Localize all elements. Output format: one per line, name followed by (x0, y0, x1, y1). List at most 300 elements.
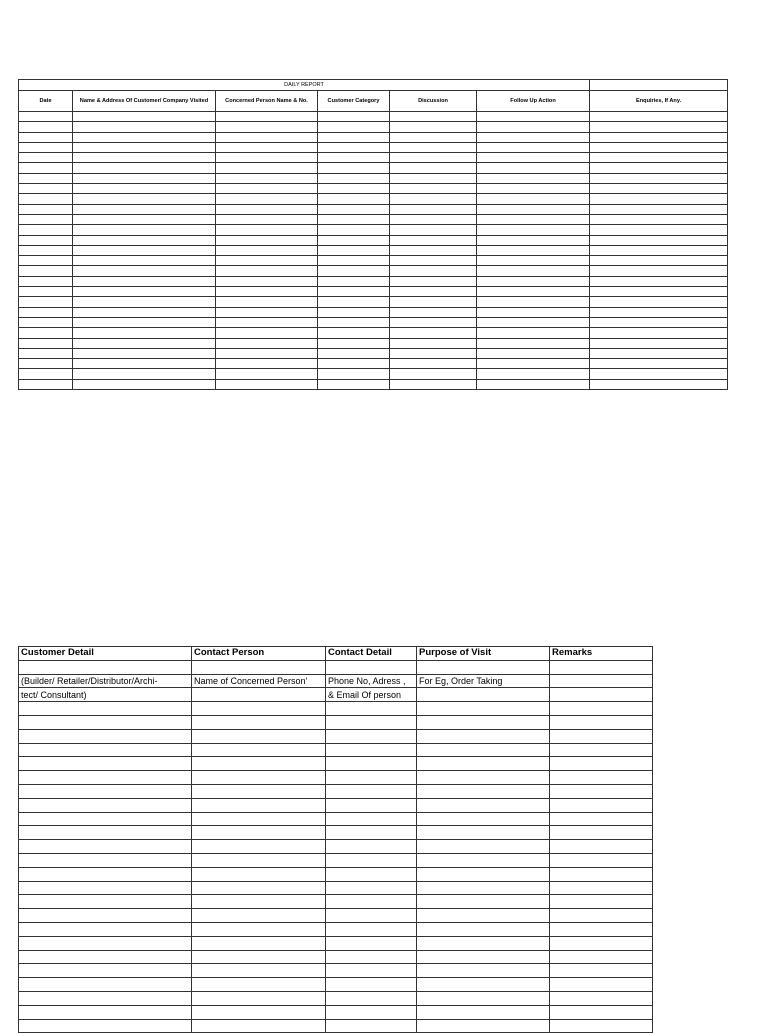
table-cell[interactable] (318, 204, 390, 214)
table-cell[interactable] (19, 142, 73, 152)
table-cell[interactable] (477, 184, 590, 194)
table-cell[interactable] (390, 328, 477, 338)
table-cell[interactable] (19, 307, 73, 317)
table-cell[interactable] (417, 964, 550, 978)
table-cell[interactable] (19, 840, 192, 854)
table-cell[interactable] (318, 225, 390, 235)
table-cell[interactable] (318, 328, 390, 338)
table-cell[interactable] (19, 338, 73, 348)
table-cell[interactable] (390, 276, 477, 286)
table-cell[interactable] (73, 225, 216, 235)
table-cell[interactable] (477, 317, 590, 327)
table-cell[interactable] (477, 245, 590, 255)
table-cell[interactable] (550, 715, 653, 729)
table-cell[interactable] (326, 743, 417, 757)
table-cell[interactable] (73, 256, 216, 266)
table-cell[interactable] (326, 909, 417, 923)
table-cell[interactable] (216, 348, 318, 358)
table-cell[interactable] (192, 826, 326, 840)
table-cell[interactable] (477, 359, 590, 369)
table-cell[interactable] (216, 338, 318, 348)
table-cell[interactable] (550, 881, 653, 895)
table-cell[interactable] (73, 184, 216, 194)
table-cell[interactable] (73, 235, 216, 245)
table-cell[interactable] (417, 757, 550, 771)
table-cell[interactable] (192, 1005, 326, 1019)
table-cell[interactable] (19, 225, 73, 235)
table-cell[interactable] (477, 369, 590, 379)
table-cell[interactable] (550, 853, 653, 867)
table-cell[interactable] (73, 214, 216, 224)
table-cell[interactable] (318, 112, 390, 122)
table-cell[interactable] (417, 909, 550, 923)
table-cell[interactable] (192, 798, 326, 812)
table-cell[interactable] (477, 287, 590, 297)
table-cell[interactable] (216, 235, 318, 245)
table-cell[interactable] (19, 297, 73, 307)
table-cell[interactable] (318, 214, 390, 224)
table-cell[interactable] (326, 964, 417, 978)
table-cell[interactable] (477, 225, 590, 235)
table-cell[interactable] (19, 853, 192, 867)
table-cell[interactable] (417, 1019, 550, 1033)
table-cell[interactable] (318, 163, 390, 173)
table-cell[interactable] (19, 132, 73, 142)
table-cell[interactable] (73, 142, 216, 152)
table-cell[interactable] (550, 812, 653, 826)
table-cell[interactable] (216, 245, 318, 255)
table-cell[interactable] (216, 173, 318, 183)
table-cell[interactable] (216, 276, 318, 286)
table-cell[interactable] (550, 1019, 653, 1033)
table-cell[interactable] (318, 122, 390, 132)
table-cell[interactable] (417, 826, 550, 840)
table-cell[interactable] (550, 978, 653, 992)
table-cell[interactable] (216, 142, 318, 152)
table-cell[interactable] (192, 853, 326, 867)
table-cell[interactable] (216, 328, 318, 338)
table-cell[interactable] (326, 922, 417, 936)
table-cell[interactable] (192, 991, 326, 1005)
table-cell[interactable] (192, 895, 326, 909)
table-cell[interactable] (390, 297, 477, 307)
table-cell[interactable] (550, 964, 653, 978)
table-cell[interactable] (192, 812, 326, 826)
table-cell[interactable] (192, 909, 326, 923)
table-cell[interactable] (417, 743, 550, 757)
table-cell[interactable] (73, 122, 216, 132)
table-cell[interactable] (19, 771, 192, 785)
table-cell[interactable] (417, 715, 550, 729)
table-cell[interactable] (192, 964, 326, 978)
table-cell[interactable] (192, 660, 326, 674)
table-cell[interactable] (318, 338, 390, 348)
table-cell[interactable] (192, 936, 326, 950)
table-cell[interactable] (390, 287, 477, 297)
table-cell[interactable] (216, 359, 318, 369)
table-cell[interactable] (19, 978, 192, 992)
table-cell[interactable] (216, 132, 318, 142)
table-cell[interactable] (19, 184, 73, 194)
table-cell[interactable] (390, 112, 477, 122)
table-cell[interactable] (390, 235, 477, 245)
table-cell[interactable] (19, 348, 73, 358)
table-cell[interactable] (550, 771, 653, 785)
table-cell[interactable] (390, 338, 477, 348)
table-cell[interactable] (390, 204, 477, 214)
table-cell[interactable] (326, 978, 417, 992)
table-cell[interactable] (192, 743, 326, 757)
table-cell[interactable] (417, 702, 550, 716)
table-cell[interactable] (19, 784, 192, 798)
table-cell[interactable] (326, 853, 417, 867)
table-cell[interactable] (19, 1005, 192, 1019)
table-cell[interactable] (318, 194, 390, 204)
table-cell[interactable] (19, 163, 73, 173)
table-cell[interactable] (590, 287, 728, 297)
table-cell[interactable] (417, 978, 550, 992)
table-cell[interactable] (590, 297, 728, 307)
table-cell[interactable] (390, 317, 477, 327)
table-cell[interactable] (477, 173, 590, 183)
table-cell[interactable] (19, 660, 192, 674)
table-cell[interactable] (19, 1019, 192, 1033)
table-cell[interactable] (326, 784, 417, 798)
table-cell[interactable] (318, 348, 390, 358)
table-cell[interactable] (318, 307, 390, 317)
table-cell[interactable] (477, 348, 590, 358)
table-cell[interactable] (19, 256, 73, 266)
table-cell[interactable] (417, 660, 550, 674)
table-cell[interactable] (216, 256, 318, 266)
table-cell[interactable] (590, 204, 728, 214)
table-cell[interactable] (390, 194, 477, 204)
table-cell[interactable] (73, 307, 216, 317)
table-cell[interactable] (19, 204, 73, 214)
table-cell[interactable] (73, 338, 216, 348)
table-cell[interactable] (19, 964, 192, 978)
table-cell[interactable] (326, 867, 417, 881)
table-cell[interactable] (73, 112, 216, 122)
table-cell[interactable] (590, 112, 728, 122)
table-cell[interactable] (326, 1019, 417, 1033)
table-cell[interactable] (417, 771, 550, 785)
table-cell[interactable] (216, 214, 318, 224)
table-cell[interactable] (73, 194, 216, 204)
table-cell[interactable] (590, 369, 728, 379)
table-cell[interactable] (19, 235, 73, 245)
table-cell[interactable] (19, 266, 73, 276)
table-cell[interactable] (318, 142, 390, 152)
table-cell[interactable] (590, 153, 728, 163)
table-cell[interactable] (477, 297, 590, 307)
table-cell[interactable] (390, 266, 477, 276)
table-cell[interactable] (390, 359, 477, 369)
table-cell[interactable] (19, 173, 73, 183)
table-cell[interactable] (318, 245, 390, 255)
table-cell[interactable] (19, 379, 73, 389)
table-cell[interactable] (73, 132, 216, 142)
table-cell[interactable] (216, 163, 318, 173)
table-cell[interactable] (73, 276, 216, 286)
table-cell[interactable] (216, 307, 318, 317)
table-cell[interactable] (590, 338, 728, 348)
table-cell[interactable] (19, 798, 192, 812)
table-cell[interactable] (417, 853, 550, 867)
table-cell[interactable] (216, 297, 318, 307)
table-cell[interactable] (477, 204, 590, 214)
table-cell[interactable] (550, 895, 653, 909)
table-cell[interactable] (326, 826, 417, 840)
table-cell[interactable] (590, 307, 728, 317)
table-cell[interactable] (73, 153, 216, 163)
table-cell[interactable] (318, 276, 390, 286)
table-cell[interactable] (326, 812, 417, 826)
table-cell[interactable] (318, 266, 390, 276)
table-cell[interactable] (318, 379, 390, 389)
table-cell[interactable] (73, 317, 216, 327)
table-cell[interactable] (417, 936, 550, 950)
table-cell[interactable] (590, 328, 728, 338)
table-cell[interactable] (73, 379, 216, 389)
table-cell[interactable] (192, 702, 326, 716)
table-cell[interactable] (390, 369, 477, 379)
table-cell[interactable] (477, 307, 590, 317)
table-cell[interactable] (417, 1005, 550, 1019)
table-cell[interactable] (550, 826, 653, 840)
table-cell[interactable] (326, 771, 417, 785)
table-cell[interactable] (73, 266, 216, 276)
table-cell[interactable] (417, 798, 550, 812)
table-cell[interactable] (19, 895, 192, 909)
table-cell[interactable] (477, 256, 590, 266)
table-cell[interactable] (477, 163, 590, 173)
table-cell[interactable] (477, 214, 590, 224)
table-cell[interactable] (192, 950, 326, 964)
table-cell[interactable] (318, 369, 390, 379)
table-cell[interactable] (19, 369, 73, 379)
table-cell[interactable] (192, 978, 326, 992)
table-cell[interactable] (318, 235, 390, 245)
table-cell[interactable] (19, 359, 73, 369)
table-cell[interactable] (550, 922, 653, 936)
table-cell[interactable] (590, 359, 728, 369)
table-cell[interactable] (550, 798, 653, 812)
table-cell[interactable] (318, 256, 390, 266)
table-cell[interactable] (19, 991, 192, 1005)
table-cell[interactable] (550, 729, 653, 743)
table-cell[interactable] (550, 757, 653, 771)
table-cell[interactable] (417, 729, 550, 743)
table-cell[interactable] (326, 660, 417, 674)
table-cell[interactable] (19, 122, 73, 132)
table-cell[interactable] (590, 132, 728, 142)
table-cell[interactable] (590, 225, 728, 235)
table-cell[interactable] (192, 715, 326, 729)
table-cell[interactable] (216, 266, 318, 276)
table-cell[interactable] (390, 379, 477, 389)
table-cell[interactable] (390, 348, 477, 358)
table-cell[interactable] (326, 991, 417, 1005)
table-cell[interactable] (192, 771, 326, 785)
table-cell[interactable] (318, 173, 390, 183)
table-cell[interactable] (550, 1005, 653, 1019)
table-cell[interactable] (390, 122, 477, 132)
table-cell[interactable] (590, 266, 728, 276)
table-cell[interactable] (192, 922, 326, 936)
table-cell[interactable] (326, 881, 417, 895)
table-cell[interactable] (73, 348, 216, 358)
table-cell[interactable] (590, 142, 728, 152)
table-cell[interactable] (192, 840, 326, 854)
table-cell[interactable] (192, 784, 326, 798)
table-cell[interactable] (417, 922, 550, 936)
table-cell[interactable] (19, 153, 73, 163)
table-cell[interactable] (390, 307, 477, 317)
table-cell[interactable] (550, 743, 653, 757)
table-cell[interactable] (590, 173, 728, 183)
table-cell[interactable] (417, 784, 550, 798)
table-cell[interactable] (326, 840, 417, 854)
table-cell[interactable] (73, 173, 216, 183)
table-cell[interactable] (590, 317, 728, 327)
table-cell[interactable] (19, 950, 192, 964)
table-cell[interactable] (19, 214, 73, 224)
table-cell[interactable] (19, 317, 73, 327)
table-cell[interactable] (19, 194, 73, 204)
table-cell[interactable] (19, 922, 192, 936)
table-cell[interactable] (477, 276, 590, 286)
table-cell[interactable] (326, 715, 417, 729)
table-cell[interactable] (318, 184, 390, 194)
table-cell[interactable] (590, 235, 728, 245)
table-cell[interactable] (590, 184, 728, 194)
table-cell[interactable] (550, 909, 653, 923)
table-cell[interactable] (19, 881, 192, 895)
table-cell[interactable] (216, 287, 318, 297)
table-cell[interactable] (192, 1019, 326, 1033)
table-cell[interactable] (192, 757, 326, 771)
table-cell[interactable] (216, 369, 318, 379)
table-cell[interactable] (19, 729, 192, 743)
table-cell[interactable] (192, 867, 326, 881)
table-cell[interactable] (19, 245, 73, 255)
table-cell[interactable] (216, 379, 318, 389)
table-cell[interactable] (216, 153, 318, 163)
table-cell[interactable] (318, 132, 390, 142)
table-cell[interactable] (417, 950, 550, 964)
table-cell[interactable] (326, 895, 417, 909)
table-cell[interactable] (550, 991, 653, 1005)
table-cell[interactable] (417, 881, 550, 895)
table-cell[interactable] (318, 153, 390, 163)
table-cell[interactable] (550, 702, 653, 716)
table-cell[interactable] (326, 950, 417, 964)
table-cell[interactable] (73, 359, 216, 369)
table-cell[interactable] (216, 225, 318, 235)
table-cell[interactable] (19, 702, 192, 716)
table-cell[interactable] (477, 122, 590, 132)
table-cell[interactable] (590, 245, 728, 255)
table-cell[interactable] (318, 359, 390, 369)
table-cell[interactable] (590, 276, 728, 286)
table-cell[interactable] (477, 338, 590, 348)
table-cell[interactable] (390, 256, 477, 266)
table-cell[interactable] (390, 173, 477, 183)
table-cell[interactable] (550, 936, 653, 950)
table-cell[interactable] (477, 194, 590, 204)
table-cell[interactable] (590, 214, 728, 224)
table-cell[interactable] (390, 142, 477, 152)
table-cell[interactable] (390, 214, 477, 224)
table-cell[interactable] (19, 715, 192, 729)
table-cell[interactable] (590, 194, 728, 204)
table-cell[interactable] (326, 798, 417, 812)
table-cell[interactable] (216, 317, 318, 327)
table-cell[interactable] (550, 840, 653, 854)
table-cell[interactable] (326, 936, 417, 950)
table-cell[interactable] (417, 812, 550, 826)
table-cell[interactable] (390, 163, 477, 173)
table-cell[interactable] (19, 936, 192, 950)
table-cell[interactable] (390, 153, 477, 163)
table-cell[interactable] (477, 132, 590, 142)
table-cell[interactable] (192, 881, 326, 895)
table-cell[interactable] (19, 112, 73, 122)
table-cell[interactable] (417, 840, 550, 854)
table-cell[interactable] (19, 826, 192, 840)
table-cell[interactable] (590, 122, 728, 132)
table-cell[interactable] (19, 743, 192, 757)
table-cell[interactable] (550, 784, 653, 798)
table-cell[interactable] (477, 142, 590, 152)
table-cell[interactable] (550, 950, 653, 964)
table-cell[interactable] (73, 163, 216, 173)
table-cell[interactable] (417, 867, 550, 881)
table-cell[interactable] (590, 348, 728, 358)
table-cell[interactable] (19, 276, 73, 286)
table-cell[interactable] (477, 328, 590, 338)
table-cell[interactable] (477, 153, 590, 163)
table-cell[interactable] (477, 266, 590, 276)
table-cell[interactable] (73, 245, 216, 255)
table-cell[interactable] (326, 757, 417, 771)
table-cell[interactable] (19, 757, 192, 771)
table-cell[interactable] (192, 729, 326, 743)
table-cell[interactable] (550, 867, 653, 881)
table-cell[interactable] (73, 297, 216, 307)
table-cell[interactable] (19, 328, 73, 338)
table-cell[interactable] (73, 287, 216, 297)
table-cell[interactable] (590, 256, 728, 266)
table-cell[interactable] (550, 660, 653, 674)
table-cell[interactable] (73, 328, 216, 338)
table-cell[interactable] (216, 184, 318, 194)
table-cell[interactable] (19, 287, 73, 297)
table-cell[interactable] (19, 867, 192, 881)
table-cell[interactable] (590, 163, 728, 173)
table-cell[interactable] (590, 379, 728, 389)
table-cell[interactable] (390, 132, 477, 142)
table-cell[interactable] (19, 812, 192, 826)
table-cell[interactable] (326, 1005, 417, 1019)
table-cell[interactable] (73, 204, 216, 214)
table-cell[interactable] (326, 729, 417, 743)
table-cell[interactable] (477, 235, 590, 245)
table-cell[interactable] (390, 245, 477, 255)
table-cell[interactable] (216, 112, 318, 122)
table-cell[interactable] (216, 122, 318, 132)
